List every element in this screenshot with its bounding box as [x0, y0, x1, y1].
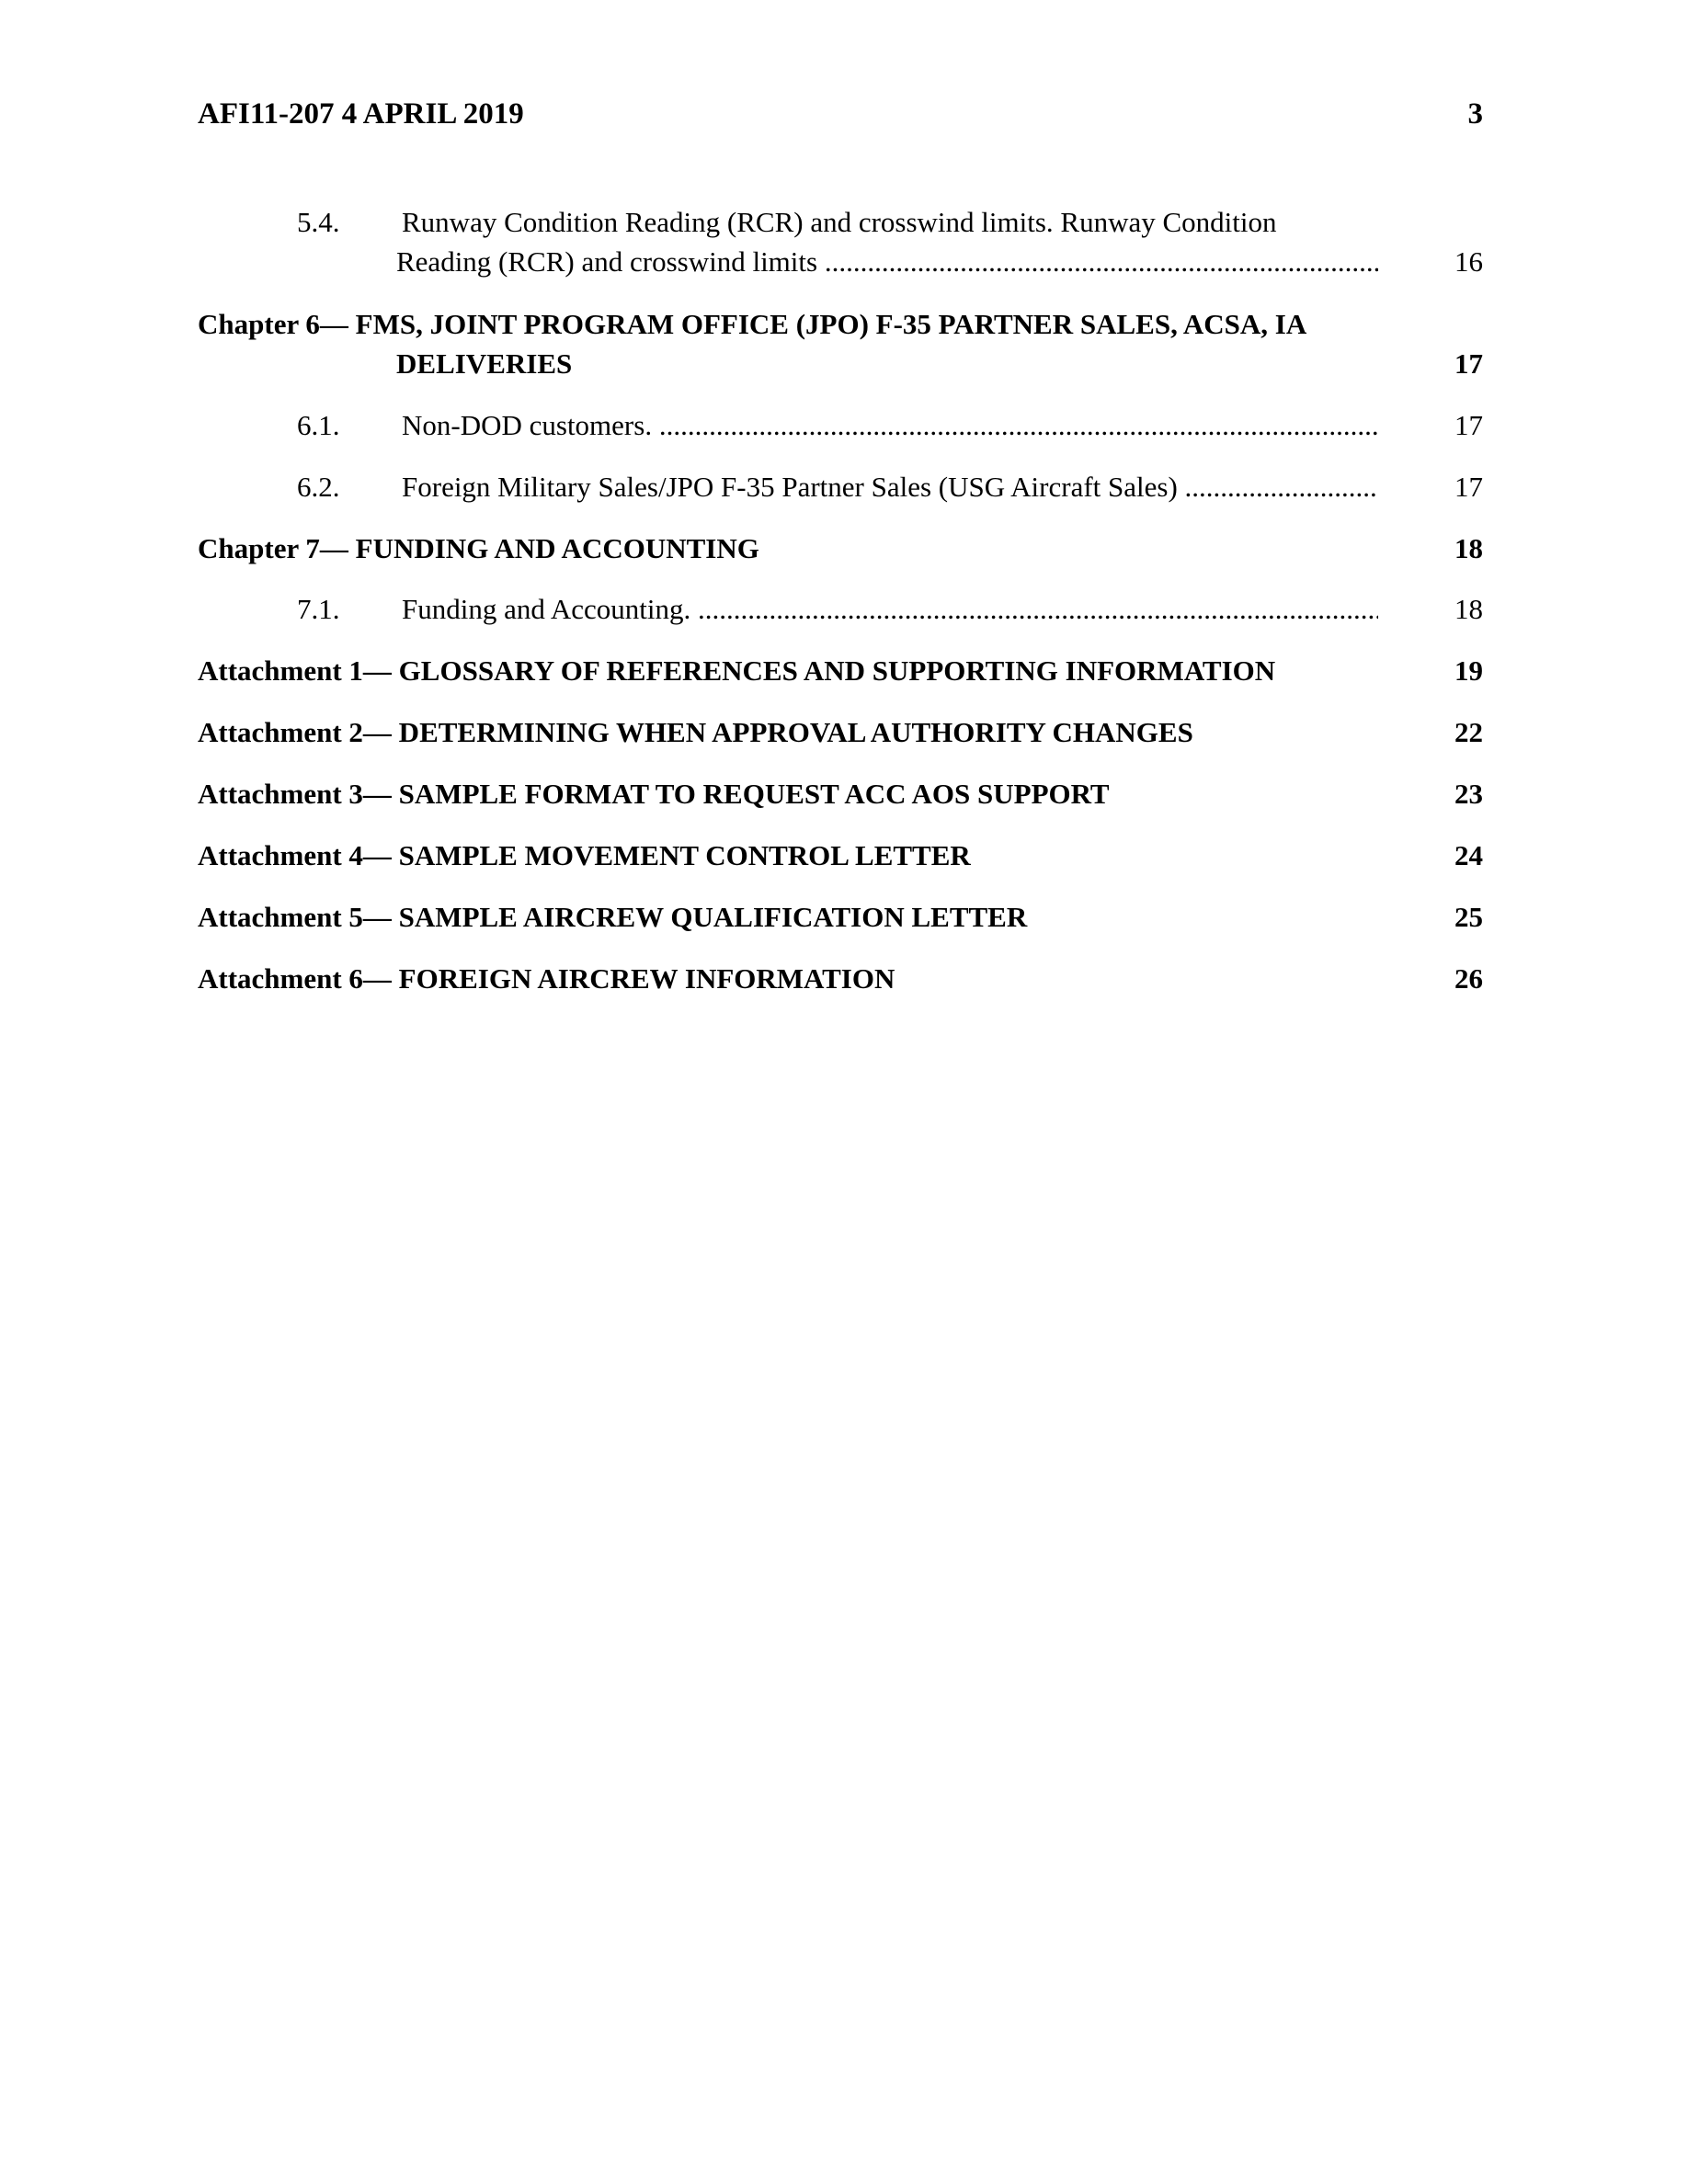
toc-entry-title: Foreign Military Sales/JPO F-35 Partner Sales (USG Aircraft Sales) .....	[402, 467, 1378, 506]
toc-entry-page: 18	[1454, 593, 1483, 625]
toc-attachment-page: 23	[1454, 778, 1483, 810]
toc-attachment-title: Attachment 4— SAMPLE MOVEMENT CONTROL LETTER	[198, 839, 971, 871]
toc-entry-number: 7.1.	[297, 593, 340, 625]
toc-attachment-title: Attachment 2— DETERMINING WHEN APPROVAL AUTHORITY CHANGES	[198, 716, 1193, 748]
document-header-title: AFI11-207 4 APRIL 2019	[198, 97, 524, 131]
toc-chapter-page: 17	[1454, 347, 1483, 380]
toc-entry-title-continued: Reading (RCR) and crosswind limits .....	[396, 242, 1378, 281]
toc-chapter-title: Chapter 6— FMS, JOINT PROGRAM OFFICE (JPO) F-35 PARTNER SALES, ACSA, IA	[198, 308, 1307, 340]
toc-entry-title: Runway Condition Reading (RCR) and crosswind limits. Runway Condition	[402, 206, 1277, 238]
toc-entry-page: 17	[1454, 471, 1483, 503]
toc-entry-page: 17	[1454, 409, 1483, 441]
toc-chapter-page: 18	[1454, 532, 1483, 564]
toc-entry-title: Funding and Accounting. .....	[402, 589, 1378, 629]
toc-entry-page: 16	[1454, 245, 1483, 278]
toc-attachment-page: 25	[1454, 901, 1483, 933]
toc-attachment-title: Attachment 3— SAMPLE FORMAT TO REQUEST ACC AOS SUPPORT	[198, 778, 1110, 810]
toc-entry-number: 6.1.	[297, 409, 340, 441]
toc-chapter-title-continued: DELIVERIES	[396, 347, 573, 380]
toc-entry-title: Non-DOD customers. .....	[402, 405, 1378, 445]
page-number: 3	[1467, 97, 1483, 131]
toc-attachment-page: 26	[1454, 962, 1483, 995]
toc-attachment-page: 24	[1454, 839, 1483, 871]
toc-attachment-page: 22	[1454, 716, 1483, 748]
toc-attachment-page: 19	[1454, 654, 1483, 687]
toc-entry-number: 6.2.	[297, 471, 340, 503]
toc-attachment-title: Attachment 1— GLOSSARY OF REFERENCES AND SUPPORTING INFORMATION	[198, 654, 1276, 687]
toc-chapter-title: Chapter 7— FUNDING AND ACCOUNTING	[198, 532, 759, 564]
toc-entry-number: 5.4.	[297, 206, 340, 238]
toc-attachment-title: Attachment 6— FOREIGN AIRCREW INFORMATION	[198, 962, 895, 995]
toc-attachment-title: Attachment 5— SAMPLE AIRCREW QUALIFICATION LETTER	[198, 901, 1028, 933]
